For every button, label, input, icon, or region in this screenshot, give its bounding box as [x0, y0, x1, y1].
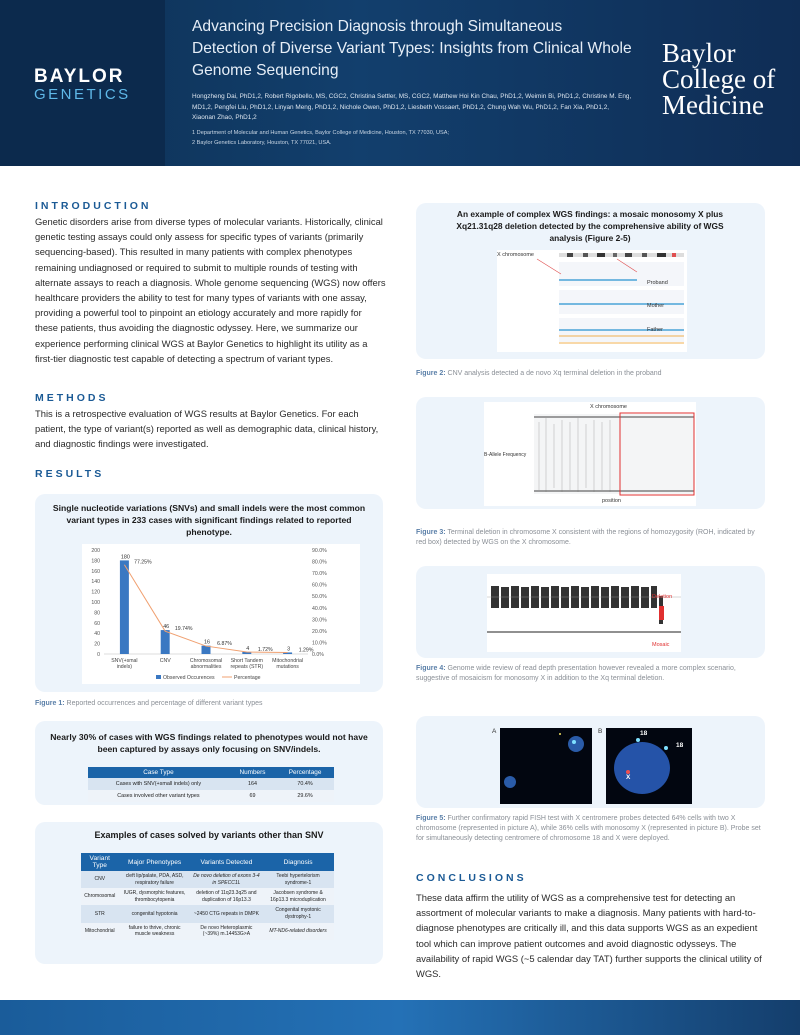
y-left-tick-label: 200 — [91, 548, 100, 554]
table-cell: Teebi hypertelorism syndrome-1 — [262, 871, 334, 888]
figure5-image-a — [500, 728, 592, 804]
bar-line-chart — [82, 544, 360, 684]
table-cell: 69 — [229, 790, 276, 802]
percentage-label: 1.72% — [257, 647, 273, 654]
figure3-image — [484, 402, 696, 506]
table-cell: STR — [81, 905, 119, 922]
y-right-tick-label: 60.0% — [312, 582, 327, 589]
table-cell: Mitochondrial — [81, 923, 119, 940]
category-label: Short Tandem repeats (STR) — [230, 658, 264, 670]
table-row — [88, 778, 334, 790]
table-row — [81, 923, 334, 940]
table-cell: 70.4% — [276, 778, 334, 790]
legend-bar-label: Observed Occurences — [163, 675, 215, 681]
table-cell: CNV — [81, 871, 119, 888]
figure3-caption-text: Terminal deletion in chromosome X consistent with the regions of homozygosity (ROH, indicated by red box) detected by WGS on the X chromosome. — [416, 529, 755, 546]
table-header-cell: Variant Type — [81, 853, 119, 871]
figure3-position-label: position — [602, 498, 621, 504]
table-cell: deletion of 11q23.3q25 and duplication of 16p13.3 — [191, 888, 262, 905]
bar-value-label: 16 — [204, 639, 210, 646]
figure5-caption-text: Further confirmatory rapid FISH test with X centromere probes detected 64% cells with two X chromosome (represented in picture A), while 36% cells with monosomy X (represented in picture B). Probe set for simultaneously detecting centromere of chromosome 18 and X were deployed. — [416, 815, 761, 842]
affiliation-2: 2 Baylor Genetics Laboratory, Houston, TX 77021, USA. — [192, 140, 332, 146]
table-cell: cleft lip/palate, PDA, ASD, respiratory failure — [119, 871, 191, 888]
table-cell: congenital hypotonia — [119, 905, 191, 922]
fish-image-a — [500, 728, 592, 804]
table-cell: Cases with SNV(+small indels) only — [88, 778, 229, 790]
table-header-cell: Numbers — [229, 767, 276, 778]
table-header-row — [88, 767, 334, 778]
conclusions-heading: CONCLUSIONS — [416, 872, 527, 884]
conclusions-text: These data affirm the utility of WGS as a comprehensive test for detecting an assortment of molecular variants to make a diagnosis. Many patients with hard-to-diagnose phenotypes are critically ill, and this data supports WGS as an expedient tool which can improve patient outcomes and avoid diagnostic odysseys. The availability of rapid WGS (~5 calendar day TAT) further supports the clinical utility of WGS. — [416, 892, 762, 980]
bcm-logo-line3: Medicine — [662, 90, 764, 120]
bar — [120, 560, 129, 654]
figure5-label-18b: 18 — [676, 742, 684, 749]
figure2-mother-label: Mother — [647, 303, 665, 309]
figure3-caption-label: Figure 3: — [416, 529, 446, 536]
figure3-x-label: X chromosome — [590, 404, 627, 410]
bar-value-label: 3 — [287, 646, 291, 653]
y-right-tick-label: 70.0% — [312, 571, 327, 578]
methods-heading: METHODS — [35, 392, 109, 404]
figure4-caption-label: Figure 4: — [416, 665, 446, 672]
table-row — [81, 905, 334, 922]
table-row — [81, 888, 334, 905]
figure5-label-a: A — [492, 728, 497, 735]
legend-line-label: Percentage — [234, 675, 261, 681]
table-cell: Congenital myotonic dystrophy-1 — [262, 905, 334, 922]
poster-footer — [0, 1000, 800, 1035]
intro-heading: INTRODUCTION — [35, 200, 152, 212]
examples-table — [81, 853, 334, 940]
figure2-father-label: Father — [647, 327, 663, 333]
y-right-tick-label: 10.0% — [312, 640, 327, 647]
case-type-table — [88, 767, 334, 802]
y-right-tick-label: 50.0% — [312, 594, 327, 601]
poster-title: Advancing Precision Diagnosis through Simultaneous Detection of Diverse Variant Types: Insights from Clinical Whole Genome Sequencing — [192, 18, 632, 79]
baylor-genetics-logo-line2: GENETICS — [34, 86, 131, 103]
figure4-deletion-label: Deletion — [652, 594, 673, 600]
table-cell: ~2450 CTG repeats in DMPK — [191, 905, 262, 922]
baylor-genetics-logo-line1: BAYLOR — [34, 66, 125, 87]
bar-value-label: 180 — [120, 554, 130, 561]
y-right-tick-label: 0.0% — [312, 652, 324, 658]
figure4-caption-text: Genome wide review of read depth presentation however revealed a more complex scenario, suggestive of mosaicism for monosomy X in addition to the Xq terminal deletion. — [416, 665, 736, 682]
figure4-caption — [416, 664, 768, 684]
figure2-proband-label: Proband — [647, 280, 668, 286]
category-label: Chromosomal abnormalities — [189, 658, 223, 670]
table-header-cell: Major Phenotypes — [119, 853, 191, 871]
figure1-caption-text: Reported occurrences and percentage of different variant types — [64, 700, 263, 707]
figure2-caption — [416, 369, 776, 379]
figure1-caption-label: Figure 1: — [35, 700, 65, 707]
figure1-caption — [35, 699, 395, 709]
table-cell: Jacobsen syndrome & 16p13.3 microduplication — [262, 888, 334, 905]
figure5-label-x: X — [626, 774, 631, 781]
bar-value-label: 4 — [246, 645, 250, 652]
y-right-tick-label: 40.0% — [312, 605, 327, 612]
table-cell: Chromosomal — [81, 888, 119, 905]
y-right-tick-label: 20.0% — [312, 628, 327, 635]
bcm-logo — [662, 40, 782, 118]
table-cell: 29.6% — [276, 790, 334, 802]
table-header-row — [81, 853, 334, 871]
category-label: CNV — [159, 658, 171, 664]
bar — [161, 630, 170, 654]
cnv-plot — [497, 250, 687, 352]
table-header-cell: Percentage — [276, 767, 334, 778]
read-depth-plot — [487, 574, 681, 652]
percentage-label: 1.29% — [298, 647, 314, 654]
figure3-baf-label: B-Allele Frequency — [484, 452, 527, 458]
table-row — [88, 790, 334, 802]
table-header-cell: Diagnosis — [262, 853, 334, 871]
figure4-mosaic-label: Mosaic — [652, 642, 670, 648]
figure2-x-label: X chromosome — [497, 252, 534, 258]
y-left-tick-label: 120 — [91, 589, 100, 596]
fish-image-b — [606, 728, 692, 804]
figure2-title: An example of complex WGS findings: a mosaic monosomy X plus Xq21.31q28 deletion detected by the comprehensive ability of WGS analysis (Figure 2-5) — [456, 209, 724, 243]
category-label: Mitochondrial mutations — [272, 658, 304, 670]
poster-header — [0, 0, 800, 166]
table-header-cell: Variants Detected — [191, 853, 262, 871]
bcm-logo-line1: Baylor — [662, 38, 736, 68]
table-header-cell: Case Type — [88, 767, 229, 778]
y-right-tick-label: 30.0% — [312, 617, 327, 624]
figure2-image — [497, 250, 687, 352]
table-cell: De novo deletion of exons 3-4 in SPECC1L — [191, 871, 262, 888]
category-label: SNV(+smal indels) — [111, 658, 138, 670]
y-left-tick-label: 0 — [97, 652, 100, 658]
legend-bar-swatch — [156, 675, 161, 679]
figure5-label-b: B — [598, 728, 603, 735]
figure5-image-b — [606, 728, 692, 804]
table-cell: failure to thrive, chronic muscle weakness — [119, 923, 191, 940]
figure5-label-18a: 18 — [640, 730, 648, 737]
y-left-tick-label: 20 — [94, 641, 100, 648]
methods-text: This is a retrospective evaluation of WGS results at Baylor Genetics. For each patient, the type of variant(s) reported as well as demographic data, clinical history, and diagnostic findings were investigated. — [35, 408, 379, 450]
table-cell: Cases involved other variant types — [88, 790, 229, 802]
table2-title: Examples of cases solved by variants other than SNV — [94, 830, 324, 840]
y-left-tick-label: 180 — [91, 558, 100, 565]
figure4-image — [487, 574, 681, 652]
y-right-tick-label: 90.0% — [312, 548, 327, 554]
percentage-label: 19.74% — [174, 626, 193, 633]
figure1-chart-area — [82, 544, 360, 684]
table-cell: MT-ND6-related disorders — [262, 923, 334, 940]
figure5-caption-label: Figure 5: — [416, 815, 446, 822]
table-cell: IUGR, dysmorphic features, thrombocytopenia — [119, 888, 191, 905]
y-left-tick-label: 160 — [91, 568, 100, 575]
y-left-tick-label: 140 — [91, 579, 100, 586]
y-right-tick-label: 80.0% — [312, 559, 327, 566]
figure3-caption — [416, 528, 766, 548]
y-left-tick-label: 40 — [94, 631, 100, 638]
bcm-logo-line2: College of — [662, 64, 776, 94]
affiliation-1: 1 Department of Molecular and Human Genetics, Baylor College of Medicine, Houston, TX 77030, USA; — [192, 130, 450, 136]
author-list: Hongzheng Dai, PhD1,2, Robert Rigobello, MS, CGC2, Christina Settler, MS, CGC2, Matthew Hoi Kin Chau, PhD1,2, Weimin Bi, PhD1,2, Christine M. Eng, MD1,2, Pengfei Liu, PhD1,2, Linyan Meng, PhD1,2, Nichole Owen, PhD1,2, Liesbeth Vossaert, PhD1,2, Chung Wah Wu, PhD1,2, Fan Xia, PhD1,2, Xiaonan Zhao, PhD1,2 — [192, 93, 632, 121]
y-left-tick-label: 80 — [94, 610, 100, 617]
figure2-caption-label: Figure 2: — [416, 370, 446, 377]
table-cell: De novo Heteroplasmic (~39%) m.14453G>A — [191, 923, 262, 940]
figure5-caption — [416, 814, 768, 844]
figure1-title: Single nucleotide variations (SNVs) and small indels were the most common variant types in 233 cases with significant findings related to reported phenotype. — [52, 503, 366, 537]
affiliations — [192, 128, 632, 148]
bar-value-label: 46 — [163, 624, 170, 631]
results-heading: RESULTS — [35, 468, 105, 480]
table-row — [81, 871, 334, 888]
table-cell: 164 — [229, 778, 276, 790]
percentage-label: 77.25% — [134, 559, 152, 566]
y-left-tick-label: 60 — [94, 620, 100, 627]
percentage-label: 6.87% — [217, 641, 232, 648]
intro-text: Genetic disorders arise from diverse types of molecular variants. Historically, clinical genetic testing assays could only assess for specific types of variants (primarily sequencing-based). This resulted in many patients with complex phenotypes remaining undiagnosed or required to submit to multiple rounds of testing with alternate assays to reach a diagnosis. Whole genome sequencing (WGS) now offers healthcare providers the ability to test for many types of variants with one assay, providing a powerful tool to pinpoint an etiology accurately and more rapidly for these patients, thus avoiding the diagnostic odyssey. Here, we summarize our experience performing clinical WGS at Baylor Genetics to highlight its utility as a first-tier diagnostic test capable of detecting a spectrum of variant types. — [35, 216, 386, 364]
y-left-tick-label: 100 — [91, 600, 100, 606]
table1-title: Nearly 30% of cases with WGS findings related to phenotypes would not have been captured by assays only focusing on SNV/indels. — [50, 732, 368, 754]
figure2-caption-text: CNV analysis detected a de novo Xq terminal deletion in the proband — [445, 370, 662, 377]
